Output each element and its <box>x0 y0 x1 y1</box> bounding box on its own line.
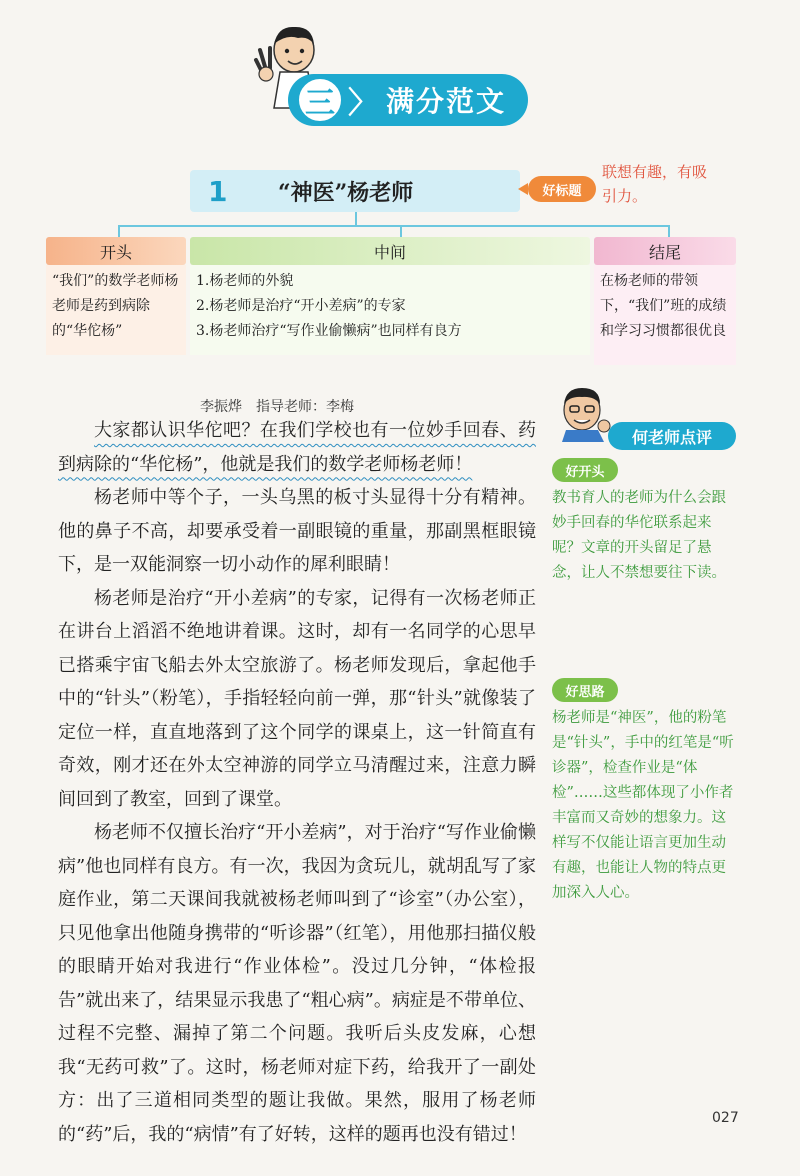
chevron-right-icon: 〉 <box>348 86 378 121</box>
outline-end-body: 在杨老师的带领下，“我们”班的成绩和学习习惯都很优良 <box>594 265 736 365</box>
outline-middle-item: 1.杨老师的外貌 <box>196 273 294 289</box>
outline-middle-head: 中间 <box>190 237 590 265</box>
good-title-tag: 好标题 <box>528 176 596 202</box>
good-title-note: 联想有趣，有吸引力。 <box>602 163 708 205</box>
teacher-comment-label: 何老师点评 <box>608 422 736 450</box>
connector-line <box>355 212 357 226</box>
page-number: 027 <box>712 1110 739 1126</box>
outline-middle-item: 3.杨老师治疗“写作业偷懒病”也同样有良方 <box>196 323 462 339</box>
outline-middle-body <box>190 265 590 355</box>
essay-paragraph: 大家都认识华佗吧？在我们学校也有一位妙手回春、药到病除的“华佗杨”，他就是我们的数学老师杨老师！ <box>58 420 536 475</box>
connector-line <box>118 225 670 227</box>
essay-title: “神医”杨老师 <box>278 179 414 206</box>
connector-line <box>118 225 120 237</box>
good-idea-comment: 杨老师是“神医”，他的粉笔是“针头”，手中的红笔是“听诊器”，检查作业是“体检”……这些都体现了小作者丰富而又奇妙的想象力。这样写不仅能让语言更加生动有趣，也能让人物的特点更加深入人心。 <box>552 710 734 901</box>
outline-start-head: 开头 <box>46 237 186 265</box>
good-start-comment: 教书育人的老师为什么会跟妙手回春的华佗联系起来呢？文章的开头留足了悬念，让人不禁想要往下读。 <box>552 490 726 581</box>
advisor-name: 指导老师：李梅 <box>256 399 354 415</box>
outline-middle-item: 2.杨老师是治疗“开小差病”的专家 <box>196 298 406 314</box>
outline-end-head: 结尾 <box>594 237 736 265</box>
outline-start-body: “我们”的数学老师杨老师是药到病除的“华佗杨” <box>46 265 186 355</box>
section-title: 满分范文 <box>386 85 507 118</box>
essay-body <box>58 414 536 1151</box>
connector-line <box>668 225 670 237</box>
connector-line <box>400 225 402 237</box>
section-badge <box>288 74 528 126</box>
section-number: 三 <box>294 74 346 126</box>
essay-paragraph: 杨老师是治疗“开小差病”的专家，记得有一次杨老师正在讲台上滔滔不绝地讲着课。这时，却有一名同学的心思早已搭乘宇宙飞船去外太空旅游了。杨老师发现后，拿起他手中的“针头”（粉笔），手指轻轻向前一弹，那“针头”就像装了定位一样，直直地落到了这个同学的课桌上，这一针简直有奇效，刚才还在外太空神游的同学立马清醒过来，注意力瞬间回到了教室，回到了课堂。 <box>58 587 536 810</box>
essay-title-bar <box>190 170 520 212</box>
author-name: 李振烨 <box>200 399 242 415</box>
good-start-tag: 好开头 <box>552 458 618 482</box>
essay-paragraph: 杨老师中等个子，一头乌黑的板寸头显得十分有精神。他的鼻子不高，却要承受着一副眼镜的重量，那副黑框眼镜下，是一双能洞察一切小动作的犀利眼睛！ <box>58 487 536 575</box>
author-line <box>200 396 368 416</box>
good-idea-tag: 好思路 <box>552 678 618 702</box>
essay-paragraph: 杨老师不仅擅长治疗“开小差病”，对于治疗“写作业偷懒病”他也同样有良方。有一次，我因为贪玩儿，就胡乱写了家庭作业，第二天课间我就被杨老师叫到了“诊室”（办公室），只见他拿出他随身携带的“听诊器”（红笔），用他那扫描仪般的眼睛开始对我进行“作业体检”。没过几分钟，“体检报告”就出来了，结果显示我患了“粗心病”。病症是不带单位、过程不完整、漏掉了第二个问题。我听后头皮发麻，心想我“无药可救”了。这时，杨老师对症下药，给我开了一副处方：出了三道相同类型的题让我做。果然，服用了杨老师的“药”后，我的“病情”有了好转，这样的题再也没有错过！ <box>58 822 536 1145</box>
essay-number: 1 <box>208 174 228 208</box>
teacher-avatar-icon <box>556 384 612 444</box>
